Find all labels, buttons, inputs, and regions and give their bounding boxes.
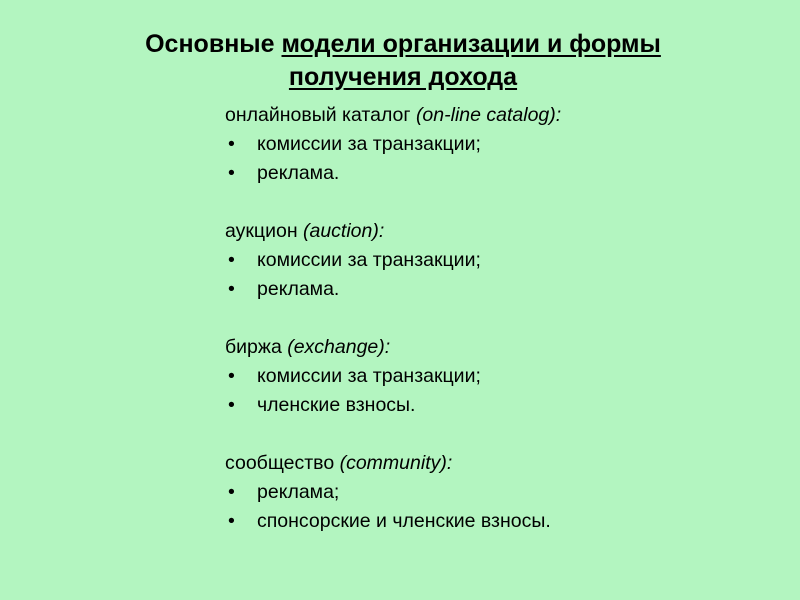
list-item: • реклама; (225, 478, 785, 507)
title-line-1 (0, 28, 800, 61)
bullet-icon: • (228, 510, 235, 532)
list-item: • реклама. (225, 159, 785, 188)
bullet-list (225, 130, 785, 188)
section-heading-english: (auction): (303, 220, 385, 242)
bullet-icon: • (228, 394, 235, 416)
section-exchange (225, 333, 785, 420)
section-community (225, 449, 785, 536)
list-item: • членские взносы. (225, 391, 785, 420)
list-item: • реклама. (225, 275, 785, 304)
list-item: • комиссии за транзакции; (225, 130, 785, 159)
bullet-list (225, 478, 785, 536)
section-heading: аукцион (auction): (225, 220, 385, 242)
bullet-icon: • (228, 278, 235, 300)
title-prefix: Основные (145, 30, 282, 58)
section-auction (225, 217, 785, 304)
bullet-list (225, 362, 785, 420)
section-heading: биржа (exchange): (225, 336, 391, 358)
section-heading: сообщество (community): (225, 452, 453, 474)
bullet-icon: • (228, 481, 235, 503)
bullet-icon: • (228, 162, 235, 184)
list-item: • комиссии за транзакции; (225, 362, 785, 391)
models-list (225, 101, 785, 565)
section-heading-english: (on-line catalog): (415, 104, 562, 126)
list-item: • спонсорские и членские взносы. (225, 507, 785, 536)
bullet-list (225, 246, 785, 304)
section-online-catalog (225, 101, 785, 188)
title-underlined-1: модели организации и формы (281, 30, 661, 58)
section-heading-english: (exchange): (287, 336, 391, 358)
title-underlined-2: получения дохода (288, 63, 518, 91)
title-line-2 (0, 61, 800, 94)
section-heading-english: (community): (339, 452, 453, 474)
list-item: • комиссии за транзакции; (225, 246, 785, 275)
page-title (0, 28, 800, 94)
bullet-icon: • (228, 133, 235, 155)
bullet-icon: • (228, 249, 235, 271)
section-heading: онлайновый каталог (on-line catalog): (225, 104, 562, 126)
bullet-icon: • (228, 365, 235, 387)
